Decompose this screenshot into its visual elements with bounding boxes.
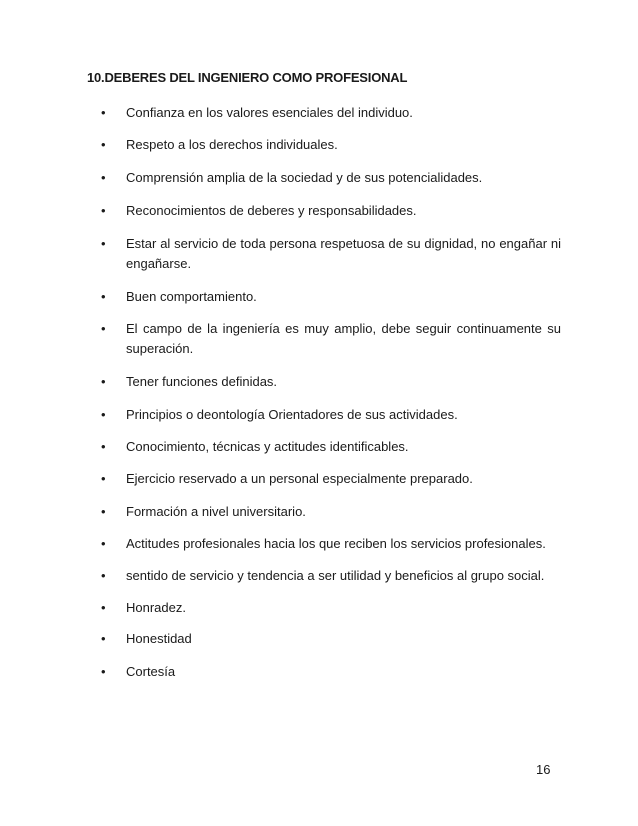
bullet-icon: •: [101, 236, 106, 251]
bullet-icon: •: [101, 439, 106, 454]
list-item: [101, 437, 561, 457]
list-item: [101, 662, 561, 682]
list-item: [101, 201, 561, 221]
list-item-text: Principios o deontología Orientadores de sus actividades.: [126, 407, 458, 422]
bullet-icon: •: [101, 471, 106, 486]
list-item-text: Actitudes profesionales hacia los que reciben los servicios profesionales.: [126, 536, 546, 551]
list-item: [101, 234, 561, 274]
page-number: 16: [536, 762, 551, 777]
list-item-text: Formación a nivel universitario.: [126, 504, 306, 519]
list-item: [101, 372, 561, 392]
list-item-text: Comprensión amplia de la sociedad y de sus potencialidades.: [126, 170, 483, 185]
bullet-icon: •: [101, 289, 106, 304]
list-item-text: Honestidad: [126, 631, 192, 646]
list-item-text: Cortesía: [126, 664, 176, 679]
list-item-text: Respeto a los derechos individuales.: [126, 137, 338, 152]
list-item: [101, 534, 561, 554]
list-item-text: Honradez.: [126, 600, 186, 615]
list-item-text: Tener funciones definidas.: [126, 374, 278, 389]
list-item-text: Conocimiento, técnicas y actitudes identificables.: [126, 439, 409, 454]
list-item-text: El campo de la ingeniería es muy amplio, debe seguir continuamente su superación.: [126, 321, 561, 356]
bullet-icon: •: [101, 203, 106, 218]
list-item: [101, 405, 561, 425]
list-item-text: sentido de servicio y tendencia a ser utilidad y beneficios al grupo social.: [126, 568, 545, 583]
list-item-text: Estar al servicio de toda persona respetuosa de su dignidad, no engañar ni engañarse.: [126, 236, 561, 271]
list-item: [101, 135, 561, 155]
list-item: [101, 629, 561, 649]
list-item-text: Ejercicio reservado a un personal especialmente preparado.: [126, 471, 473, 486]
list-item: [101, 502, 561, 522]
list-item: [101, 469, 561, 489]
bullet-icon: •: [101, 664, 106, 679]
bullet-icon: •: [101, 536, 106, 551]
list-item-text: Buen comportamiento.: [126, 289, 257, 304]
list-item: [101, 566, 561, 586]
bullet-icon: •: [101, 105, 106, 120]
bullet-icon: •: [101, 568, 106, 583]
bullet-icon: •: [101, 170, 106, 185]
bullet-icon: •: [101, 504, 106, 519]
bullet-icon: •: [101, 407, 106, 422]
list-item-text: Reconocimientos de deberes y responsabilidades.: [126, 203, 417, 218]
bullet-icon: •: [101, 600, 106, 615]
list-item: [101, 168, 561, 188]
bullet-icon: •: [101, 374, 106, 389]
list-item: [101, 103, 561, 123]
list-item: [101, 598, 561, 618]
bullet-icon: •: [101, 321, 106, 336]
list-item: [101, 319, 561, 359]
bullet-icon: •: [101, 137, 106, 152]
bullet-icon: •: [101, 631, 106, 646]
list-item: [101, 287, 561, 307]
section-heading: 10.DEBERES DEL INGENIERO COMO PROFESIONAL: [87, 70, 408, 85]
list-item-text: Confianza en los valores esenciales del individuo.: [126, 105, 413, 120]
